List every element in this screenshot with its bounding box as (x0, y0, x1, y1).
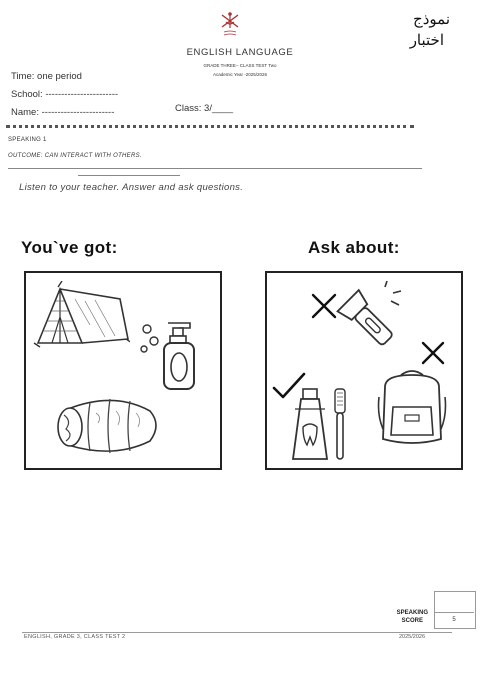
name-field[interactable]: Name: ----------------------- (11, 107, 115, 118)
subject-title: ENGLISH LANGUAGE (186, 47, 294, 58)
flashlight-icon (323, 281, 403, 353)
score-label-line1: SPEAKING (396, 610, 428, 616)
footer-left-text: ENGLISH, GRADE 3, CLASS TEST 2 (24, 634, 126, 640)
oman-emblem-icon (218, 10, 242, 40)
right-panel (265, 271, 463, 470)
soap-dispenser-icon (136, 317, 200, 395)
speaking-score-label (397, 609, 428, 625)
academic-year: Academic Year -2025/2026 (212, 72, 268, 77)
arabic-title-line2: اختبار (409, 31, 444, 49)
dotted-divider (6, 125, 414, 128)
left-panel-heading: You`ve got: (21, 238, 118, 257)
divider-line (8, 168, 422, 169)
score-label-line2: SCORE (401, 618, 423, 624)
section-title: SPEAKING 1 (8, 137, 47, 143)
tent-icon (30, 281, 130, 353)
toothpaste-toothbrush-icon (289, 385, 357, 465)
footer-divider (22, 632, 452, 633)
class-field[interactable]: Class: 3/____ (175, 103, 234, 114)
short-divider-line (78, 175, 180, 176)
test-line: GRADE THREE– CLASS TEST Two (203, 63, 277, 68)
time-field: Time: one period (11, 71, 82, 82)
right-panel-heading: Ask about: (308, 238, 400, 257)
arabic-title-line1: نموذج (413, 10, 450, 28)
score-max-value: 5 (452, 617, 456, 623)
score-box[interactable] (434, 591, 476, 629)
backpack-icon (375, 367, 449, 449)
footer-right-text: 2025/2026 (399, 634, 425, 640)
school-field[interactable]: School: ----------------------- (11, 89, 119, 100)
outcome-text: OUTCOME: CAN INTERACT WITH OTHERS. (8, 153, 142, 159)
left-panel (24, 271, 222, 470)
score-divider (434, 612, 474, 613)
instruction-text: Listen to your teacher. Answer and ask questions. (19, 182, 244, 193)
sleeping-bag-icon (54, 393, 164, 457)
cross-mark-icon (419, 339, 447, 367)
